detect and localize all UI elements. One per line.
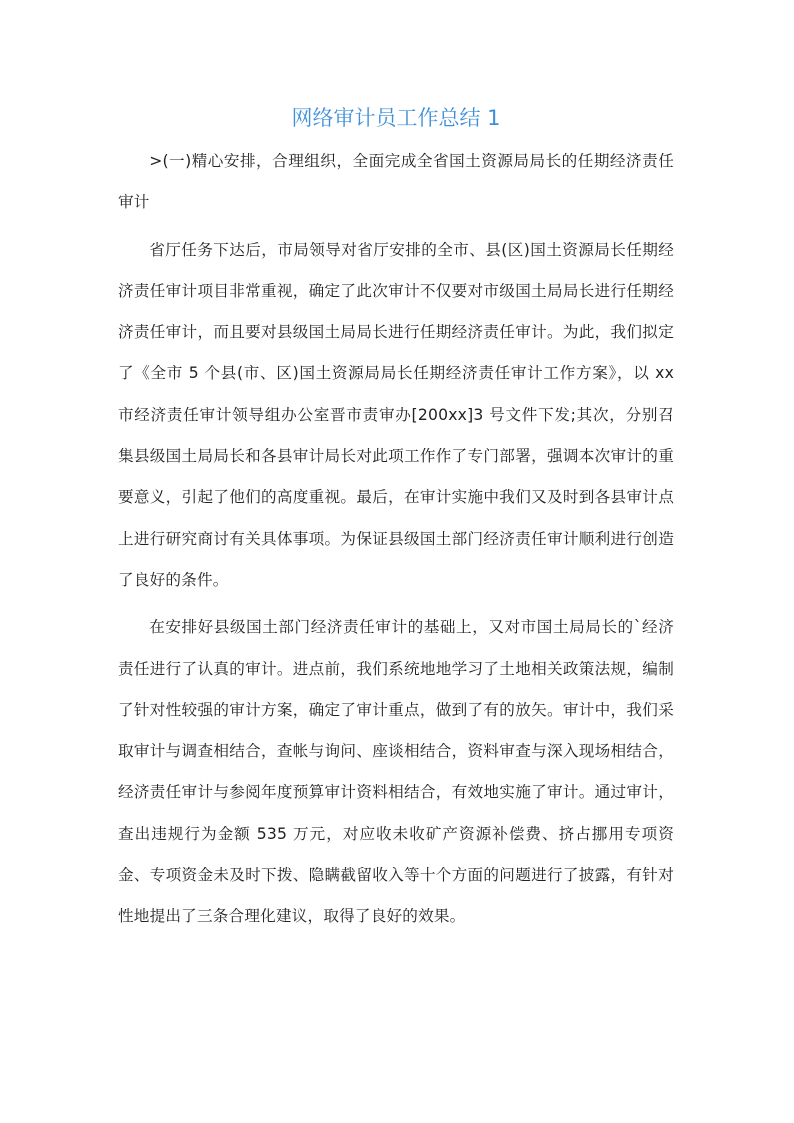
- paragraph-section-heading: >(一)精心安排，合理组织，全面完成全省国土资源局局长的任期经济责任审计: [118, 152, 674, 212]
- paragraph-body: 在安排好县级国土部门经济责任审计的基础上，又对市国土局局长的`经济责任进行了认真的审计。进点前，我们系统地地学习了土地相关政策法规，编制了针对性较强的审计方案，确定了审计重点，做到了有的放矢。审计中，我们采取审计与调查相结合，查帐与询问、座谈相结合，资料审查与深入现场相结合，经济责任审计与参阅年度预算审计资料相结合，有效地实施了审计。通过审计，查出违规行为金额 535 万元，对应收未收矿产资源补偿费、挤占挪用专项资金、专项资金未及时下拨、隐瞒截留收入等十个方面的问题进行了披露，有针对性地提出了三条合理化建议，取得了良好的效果。: [118, 618, 674, 926]
- paragraph-body: 省厅任务下达后，市局领导对省厅安排的全市、县(区)国土资源局长任期经济责任审计项目非常重视，确定了此次审计不仅要对市级国土局局长进行任期经济责任审计，而且要对县级国土局局长进行任期经济责任审计。为此，我们拟定了《全市 5 个县(市、区)国土资源局局长任期经济责任审计工作方案》，以 xx 市经济责任审计领导组办公室晋市责审办[200xx]3 号文件下发;其次，分别召集县级国土局局长和各县审计局长对此项工作作了专门部署，强调本次审计的重要意义，引起了他们的高度重视。最后，在审计实施中我们又及时到各县审计点上进行研究商讨有关具体事项。为保证县级国土部门经济责任审计顺利进行创造了良好的条件。: [118, 240, 674, 589]
- document-page: [118, 96, 674, 944]
- document-title: 网络审计员工作总结 1: [291, 106, 501, 130]
